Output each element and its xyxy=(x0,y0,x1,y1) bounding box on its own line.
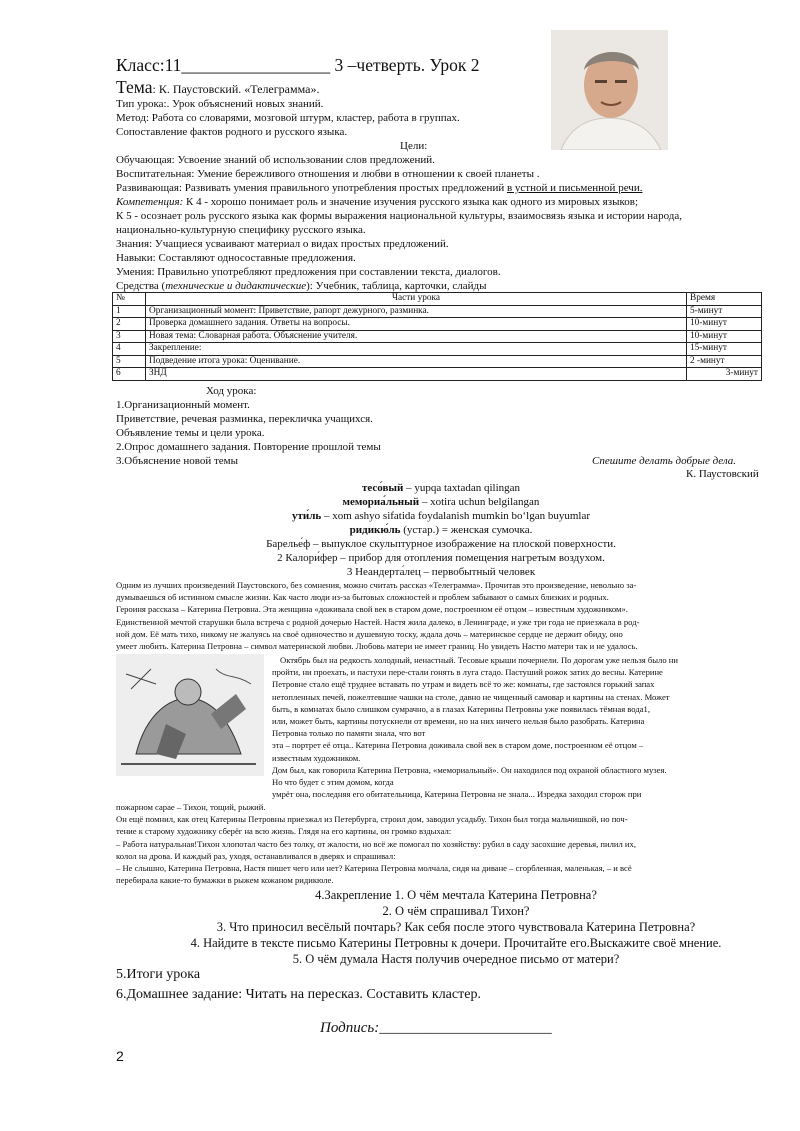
row-part: Организационный момент: Приветствие, рапорт дежурного, разминка. xyxy=(146,305,687,318)
question-5: 5. О чём думала Настя получив очередное письмо от матери? xyxy=(292,952,620,966)
story-illustration xyxy=(116,654,264,776)
lesson-plan-table xyxy=(112,292,762,381)
table-row xyxy=(113,305,762,318)
col-part: Части урока xyxy=(146,293,687,306)
course-step-2: 2.Опрос домашнего задания. Повторение прошлой темы xyxy=(116,441,381,453)
text-line: эта – портрет её отца.. Катерина Петровна доживала свой век в старом доме, построенном её отцом – xyxy=(272,740,644,751)
text-line: Одним из лучших произведений Паустовского, без сомнения, можно считать рассказ «Телеграмма». Прочитав это произведение, невольно за- xyxy=(116,580,637,590)
story-text-block-2 xyxy=(116,801,776,886)
row-part: Подведение итога урока: Оценивание. xyxy=(146,355,687,368)
goal-developing xyxy=(116,181,642,196)
text-line: колол на дрова. И каждый раз, уходя, останавливался в дверях и спрашивал: xyxy=(116,850,396,861)
goal-abilities: Умения: Правильно употребляют предложения при составлении текста, диалогов. xyxy=(116,266,501,278)
row-number: 2 xyxy=(113,318,146,331)
row-number: 3 xyxy=(113,330,146,343)
vocab-extra-1: Барелье́ф – выпуклое скульптурное изображение на плоской поверхности. xyxy=(266,538,616,550)
text-line: перебирала какие-то бумажки в рыжем кожаном ридикюле. xyxy=(116,875,334,886)
vocab-item xyxy=(116,495,766,510)
class-line: Класс:11_________________ 3 –четверть. Урок 2 xyxy=(116,55,480,75)
row-part: Новая тема: Словарная работа. Объяснение учителя. xyxy=(146,330,687,343)
goal-knowledge: Знания: Учащиеся усваивают материал о видах простых предложений. xyxy=(116,238,449,250)
row-time: 3-минут xyxy=(687,368,762,381)
text-line: Героиня рассказа – Катерина Петровна. Эта женщина «доживала свой век в старом доме, построенном её отцом – известным художником». xyxy=(116,604,628,615)
vocab-item xyxy=(116,509,766,524)
story-text-block-wrap xyxy=(272,654,772,800)
goal-skills: Навыки: Составляют односоставные предложения. xyxy=(116,252,356,264)
text-line: пожарном сарае – Тихон, тощий, рыжий. xyxy=(116,802,266,812)
vocab-item xyxy=(116,523,766,538)
lesson-method: Метод: Работа со словарями, мозговой штурм, кластер, работа в группах. xyxy=(116,112,460,124)
text-line: Дом был, как говорила Катерина Петровна, «мемориальный». Он находился под охраной областного музея. xyxy=(272,764,667,775)
topic-line xyxy=(116,77,319,98)
portrait-illustration xyxy=(551,30,668,150)
text-line: – Не слышно, Катерина Петровна, Настя пишет чего или нет? Катерина Петровна молчала, сидя на диване – сгорбленная, маленькая, – и всё xyxy=(116,863,632,874)
table-row xyxy=(113,318,762,331)
text-line: Единственной мечтой старушки была встреча с родной дочерью Настей. Настя жила далеко, в Ленинграде, и уже три года не приезжала в род- xyxy=(116,616,640,627)
row-time: 10-минут xyxy=(687,330,762,343)
text-line: Он ещё помнил, как отец Катерины Петровны приезжал из Петербурга, строил дом, заводил усадьбу. Тихон был тогда мальчишкой, но поч- xyxy=(116,814,628,825)
vocab-extra-2: 2 Калори́фер – прибор для отопления помещения нагретым воздухом. xyxy=(277,552,605,564)
goal-developing-text: Развивающая: Развивать умения правильного употребления простых предложений xyxy=(116,182,507,194)
means-suffix: ): Учебник, таблица, карточки, слайды xyxy=(306,280,487,292)
vocab-word: тесо́вый xyxy=(361,482,404,494)
row-time: 10-минут xyxy=(687,318,762,331)
vocab-item xyxy=(116,481,766,496)
table-row xyxy=(113,368,762,381)
text-line: – Работа натуральная!Тихон хлопотал часто без толку, от жалости, но всё же помогал по хозяйству: рубил в саду засохшие деревья, пилил их, xyxy=(116,838,636,849)
text-line: или, может быть, картины потускнели от времени, но на них ничего нельзя было разобрать. Катерина xyxy=(272,716,645,727)
vocab-word: ридикю́ль xyxy=(349,524,401,536)
text-line: Петровне стало ещё труднее вставать по утрам и видеть всё то же: комнаты, где застоялся горький запах xyxy=(272,679,655,690)
course-step-1: 1.Организационный момент. xyxy=(116,399,250,411)
table-row xyxy=(113,330,762,343)
table-row xyxy=(113,355,762,368)
row-number: 5 xyxy=(113,355,146,368)
homework: 6.Домашнее задание: Читать на пересказ. Составить кластер. xyxy=(116,987,481,1002)
course-step-announce: Объявление темы и цели урока. xyxy=(116,427,265,439)
table-header-row xyxy=(113,293,762,306)
course-step-greeting: Приветствие, речевая разминка, перекличка учащихся. xyxy=(116,413,373,425)
row-part: ЗНД xyxy=(146,368,687,381)
col-number: № xyxy=(113,293,146,306)
text-line: известным художником. xyxy=(272,752,361,763)
col-time: Время xyxy=(687,293,762,306)
story-text-block-1 xyxy=(116,579,776,652)
course-step-3: 3.Объяснение новой темы xyxy=(116,455,239,467)
vocab-extra-3: 3 Неандерта́лец – первобытный человек xyxy=(346,566,536,578)
vocab-definition: (устар.) = женская сумочка. xyxy=(400,524,533,536)
row-number: 1 xyxy=(113,305,146,318)
competence-k4 xyxy=(116,195,638,210)
text-line: тение к старому художнику сберёг на всю жизнь. Глядя на его картины, он громко вздыхал: xyxy=(116,826,452,837)
row-part: Проверка домашнего задания. Ответы на вопросы. xyxy=(146,318,687,331)
question-3: 3. Что приносил весёлый почтарь? Как себя после этого чувствовала Катерина Петровна? xyxy=(216,920,696,934)
vocab-word: ути́ль xyxy=(291,510,322,522)
means-italic: технические и дидактические xyxy=(165,280,307,292)
author-portrait-photo xyxy=(551,30,668,150)
row-number: 4 xyxy=(113,343,146,356)
question-2: 2. О чём спрашивал Тихон? xyxy=(382,904,530,918)
goal-educational: Воспитательная: Умение бережливого отношения и любви в отношении к своей планеты . xyxy=(116,168,540,180)
text-line: пройти, ни проехать, и пастухи пере-стали гонять в луга стадо. Пастуший рожок затих до весны. Катерине xyxy=(272,667,663,678)
course-title: Ход урока: xyxy=(206,385,257,397)
text-line: Но что будет с этим домом, когда xyxy=(272,777,394,788)
competence-k4-text: К 4 - хорошо понимает роль и значение изучения русского языка как одного из мировых языков; xyxy=(183,196,639,208)
illustration-drawing xyxy=(116,654,264,776)
signature-line: Подпись:_______________________ xyxy=(320,1020,552,1036)
text-line: умеет любить. Катерина Петровна – символ материнской любви. Любовь матери не имеет границ. Но увидеть Настю матери так и не удалось. xyxy=(116,641,638,652)
row-time: 5-минут xyxy=(687,305,762,318)
row-part: Закрепление: xyxy=(146,343,687,356)
table-row xyxy=(113,343,762,356)
vocab-definition: – xom ashyo sifatida foydalanish mumkin bo‘lgan buyumlar xyxy=(321,510,591,522)
epigraph-author: К. Паустовский xyxy=(686,468,759,480)
text-line: ной дом. Её мать тихо, никому не жалуясь на своё одиночество и душевную тоску, ждала дочь – материнское сердце не держит обиду, оно xyxy=(116,628,623,639)
means-prefix: Средства ( xyxy=(116,280,166,292)
row-time: 15-минут xyxy=(687,343,762,356)
text-line: Октябрь был на редкость холодный, ненастный. Тесовые крыши почернели. По дорогам уже нельзя было ни xyxy=(280,655,678,665)
lesson-comparison: Сопоставление фактов родного и русского языка. xyxy=(116,126,348,138)
vocab-word: мемориа́льный xyxy=(342,496,420,508)
question-4: 4. Найдите в тексте письмо Катерины Петровны к дочери. Прочитайте его.Выскажите своё мнение. xyxy=(190,936,722,950)
text-line: умрёт она, последняя его обитательница, Катерина Петровна не знала... Изредка заходил сторож при xyxy=(272,789,642,800)
text-line: Петровна только по памяти знала, что вот xyxy=(272,728,426,739)
epigraph: Спешите делать добрые дела. xyxy=(592,455,737,467)
vocab-definition: – yupqa taxtadan qilingan xyxy=(403,482,521,494)
text-line: нетопленных печей, пожелтевшие чашки на столе, давно не чищенный самовар и картины на стенах. Может xyxy=(272,691,670,702)
topic-value: : К. Паустовский. «Телеграмма». xyxy=(152,82,320,96)
page-number: 2 xyxy=(116,1048,124,1064)
text-line: думываешься об истинном смысле жизни. Как часто люди из-за бытовых сложностей и проблем забывают о самых близких и родных. xyxy=(116,592,609,603)
row-number: 6 xyxy=(113,368,146,381)
lesson-type: Тип урока:. Урок объяснений новых знаний. xyxy=(116,98,324,110)
goal-teaching: Обучающая: Усвоение знаний об использовании слов предложений. xyxy=(116,154,435,166)
competence-label: Компетенция: xyxy=(116,196,184,208)
competence-k5-b: национально-культурную специфику русского языка. xyxy=(116,224,366,236)
goal-developing-underlined: в устной и письменной речи. xyxy=(506,182,643,194)
competence-k5-a: К 5 - осознает роль русского языка как формы выражения национальной культуры, взаимосвязь языка и истории народа, xyxy=(116,210,682,222)
lesson-summary: 5.Итоги урока xyxy=(116,967,201,982)
question-1: 4.Закрепление 1. О чём мечтала Катерина Петровна? xyxy=(315,888,597,902)
topic-label: Тема xyxy=(116,77,153,97)
text-line: быть, в комнатах было слишком сумрачно, а в глазах Катерины Петровны уже появилась тёмная вода1, xyxy=(272,703,650,714)
vocab-definition: – xotira uchun belgilangan xyxy=(419,496,540,508)
row-time: 2 -минут xyxy=(687,355,762,368)
goals-title: Цели: xyxy=(400,140,428,152)
